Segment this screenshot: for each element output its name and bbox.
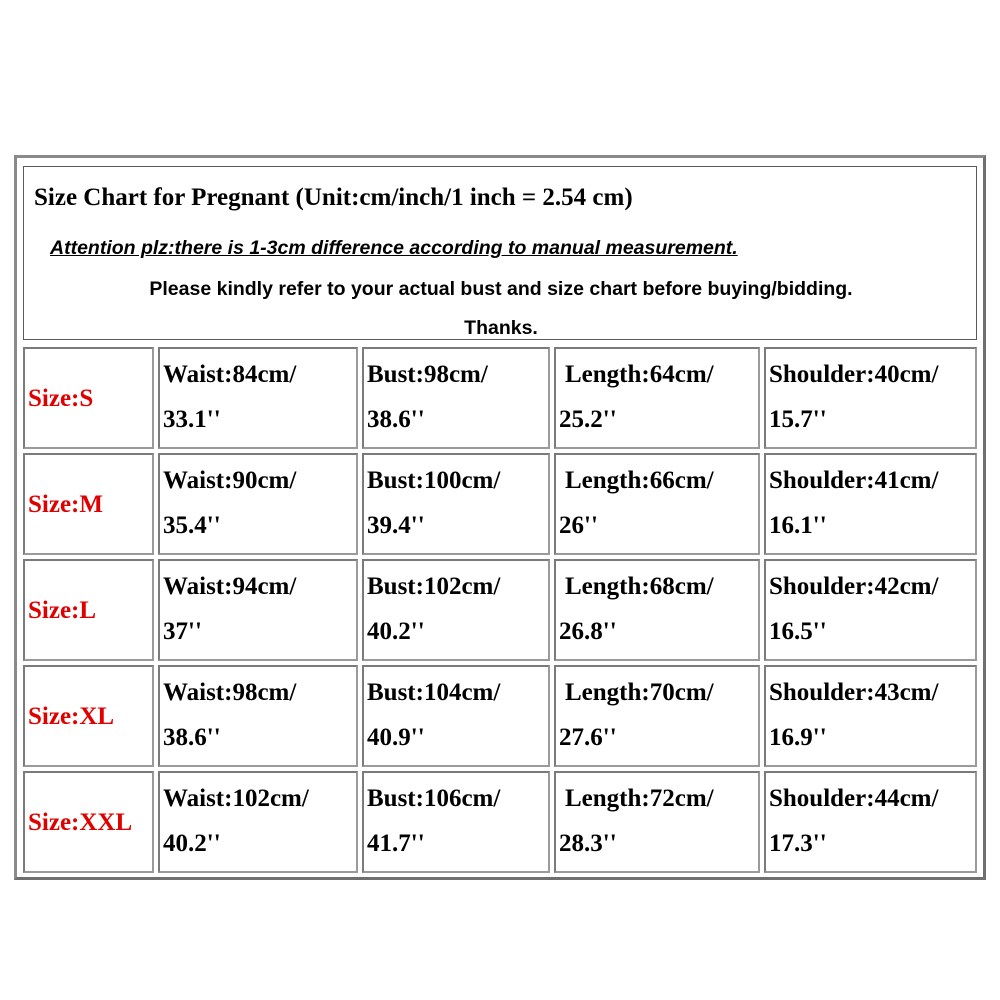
size-label: Size:L: [28, 597, 97, 624]
shoulder-cm-value: Shoulder:41cm/: [769, 467, 939, 494]
shoulder-inch-value: 16.1'': [769, 512, 827, 539]
waist-cell: [158, 453, 358, 555]
waist-cell: [158, 771, 358, 873]
bust-cell: [362, 771, 550, 873]
length-inch-value: 28.3'': [559, 830, 617, 857]
bust-cm-value: Bust:100cm/: [367, 467, 501, 494]
size-label: Size:XL: [28, 703, 115, 730]
waist-inch-value: 35.4'': [163, 512, 221, 539]
bust-cm-value: Bust:102cm/: [367, 573, 501, 600]
length-inch-value: 26'': [559, 512, 598, 539]
size-label: Size:M: [28, 491, 103, 518]
bust-cell: [362, 453, 550, 555]
shoulder-inch-value: 16.5'': [769, 618, 827, 645]
waist-inch-value: 33.1'': [163, 406, 221, 433]
waist-cm-value: Waist:98cm/: [163, 679, 297, 706]
size-label: Size:XXL: [28, 809, 133, 836]
length-cell: [554, 453, 760, 555]
waist-cm-value: Waist:94cm/: [163, 573, 297, 600]
shoulder-cm-value: Shoulder:40cm/: [769, 361, 939, 388]
waist-cm-value: Waist:90cm/: [163, 467, 297, 494]
bust-inch-value: 40.9'': [367, 724, 425, 751]
waist-cm-value: Waist:84cm/: [163, 361, 297, 388]
length-cm-value: Length:66cm/: [565, 467, 714, 494]
shoulder-cm-value: Shoulder:42cm/: [769, 573, 939, 600]
length-cm-value: Length:68cm/: [565, 573, 714, 600]
thanks-text: Thanks.: [464, 317, 538, 339]
bust-cell: [362, 347, 550, 449]
length-inch-value: 26.8'': [559, 618, 617, 645]
length-cm-value: Length:70cm/: [565, 679, 714, 706]
shoulder-inch-value: 15.7'': [769, 406, 827, 433]
waist-cm-value: Waist:102cm/: [163, 785, 309, 812]
size-cell: [23, 559, 154, 661]
waist-cell: [158, 665, 358, 767]
bust-cell: [362, 665, 550, 767]
shoulder-cm-value: Shoulder:43cm/: [769, 679, 939, 706]
bust-inch-value: 39.4'': [367, 512, 425, 539]
size-cell: [23, 453, 154, 555]
size-label: Size:S: [28, 385, 94, 412]
size-cell: [23, 665, 154, 767]
bust-cm-value: Bust:104cm/: [367, 679, 501, 706]
bust-cm-value: Bust:106cm/: [367, 785, 501, 812]
bust-inch-value: 38.6'': [367, 406, 425, 433]
length-cm-value: Length:64cm/: [565, 361, 714, 388]
length-cell: [554, 771, 760, 873]
shoulder-cm-value: Shoulder:44cm/: [769, 785, 939, 812]
waist-cell: [158, 559, 358, 661]
notice-text: Please kindly refer to your actual bust and size chart before buying/bidding.: [149, 278, 853, 300]
shoulder-inch-value: 17.3'': [769, 830, 827, 857]
shoulder-cell: [764, 665, 977, 767]
bust-cm-value: Bust:98cm/: [367, 361, 488, 388]
size-chart-table: [14, 155, 986, 880]
length-inch-value: 27.6'': [559, 724, 617, 751]
shoulder-cell: [764, 559, 977, 661]
length-cell: [554, 559, 760, 661]
waist-inch-value: 40.2'': [163, 830, 221, 857]
chart-title: Size Chart for Pregnant (Unit:cm/inch/1 inch = 2.54 cm): [34, 184, 633, 211]
size-cell: [23, 771, 154, 873]
size-cell: [23, 347, 154, 449]
shoulder-cell: [764, 347, 977, 449]
bust-cell: [362, 559, 550, 661]
bust-inch-value: 40.2'': [367, 618, 425, 645]
attention-note: Attention plz:there is 1-3cm difference according to manual measurement.: [50, 237, 738, 259]
waist-inch-value: 37'': [163, 618, 202, 645]
shoulder-cell: [764, 771, 977, 873]
length-cell: [554, 665, 760, 767]
shoulder-inch-value: 16.9'': [769, 724, 827, 751]
length-cm-value: Length:72cm/: [565, 785, 714, 812]
waist-cell: [158, 347, 358, 449]
table-header-cell: [23, 166, 977, 340]
length-cell: [554, 347, 760, 449]
shoulder-cell: [764, 453, 977, 555]
waist-inch-value: 38.6'': [163, 724, 221, 751]
bust-inch-value: 41.7'': [367, 830, 425, 857]
length-inch-value: 25.2'': [559, 406, 617, 433]
